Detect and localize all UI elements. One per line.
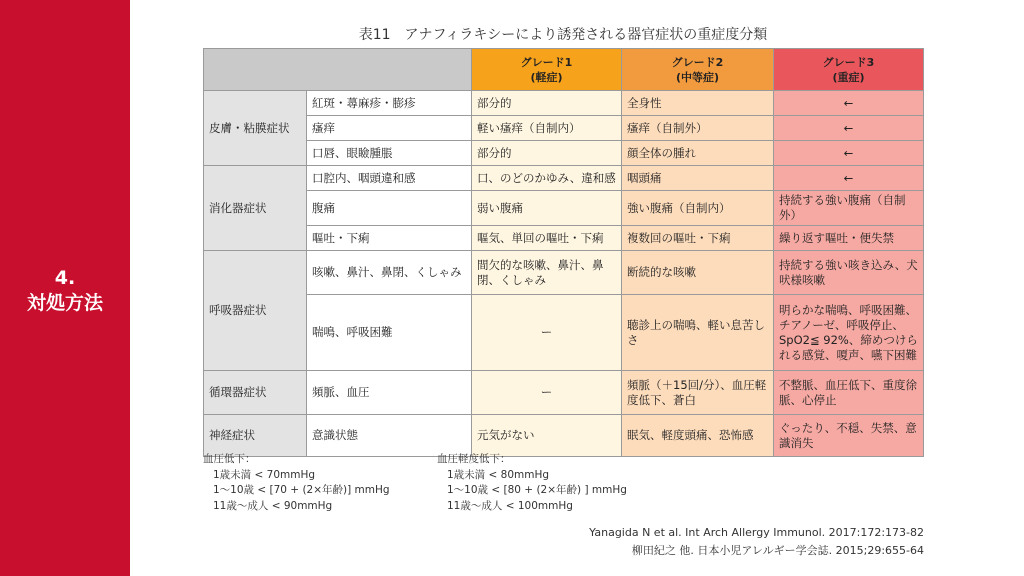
grade2-cell: 瘙痒（自制外） (622, 116, 774, 141)
symptom-cell: 咳嗽、鼻汁、鼻閉、くしゃみ (307, 251, 472, 295)
grade1-cell: 嘔気、単回の嘔吐・下痢 (472, 226, 622, 251)
grade2-cell: 眠気、軽度頭痛、恐怖感 (622, 415, 774, 457)
grade2-cell: 全身性 (622, 91, 774, 116)
symptom-cell: 瘙痒 (307, 116, 472, 141)
category-cell: 皮膚・粘膜症状 (204, 91, 307, 166)
symptom-cell: 嘔吐・下痢 (307, 226, 472, 251)
table-row (204, 371, 924, 415)
note-item: 1～10歳 < [80 + (2×年齢) ] mmHg (447, 484, 627, 496)
grade1-cell: 元気がない (472, 415, 622, 457)
grade2-cell: 咽頭痛 (622, 166, 774, 191)
grade1-cell: 弱い腹痛 (472, 191, 622, 226)
symptom-cell: 意識状態 (307, 415, 472, 457)
table-row (204, 166, 924, 191)
note-item: 11歳～成人 < 90mmHg (213, 499, 333, 512)
grade3-cell: 持続する強い咳き込み、犬吠様咳嗽 (774, 251, 924, 295)
grade1-cell: 部分的 (472, 141, 622, 166)
note-item: 1歳未満 < 70mmHg (213, 468, 316, 481)
grade2-cell: 頻脈（＋15回/分）、血圧軽度低下、蒼白 (622, 371, 774, 415)
category-cell: 循環器症状 (204, 371, 307, 415)
table-row (204, 415, 924, 457)
symptom-cell: 腹痛 (307, 191, 472, 226)
table-row (204, 116, 924, 141)
table-row (204, 191, 924, 226)
note-item: 1歳未満 < 80mmHg (447, 468, 550, 481)
grade2-cell: 断続的な咳嗽 (622, 251, 774, 295)
grade2-cell: 聴診上の喘鳴、軽い息苦しさ (622, 295, 774, 371)
reference-2: 柳田紀之 他. 日本小児アレルギー学会誌. 2015;29:655-64 (631, 544, 924, 557)
grade3-cell: ← (774, 116, 924, 141)
table-row (204, 91, 924, 116)
grade1-cell: 間欠的な咳嗽、鼻汁、鼻閉、くしゃみ (472, 251, 622, 295)
grade3-cell: 持続する強い腹痛（自制外） (774, 191, 924, 226)
grade3-cell: ← (774, 166, 924, 191)
section-label (0, 266, 130, 316)
bp-mild-low-notes (437, 452, 627, 514)
note-item: 11歳～成人 < 100mmHg (447, 499, 573, 512)
symptom-cell: 頻脈、血圧 (307, 371, 472, 415)
grade3-cell: ← (774, 91, 924, 116)
note-item: 1～10歳 < [70 + (2×年齢)] mmHg (213, 484, 390, 496)
symptom-cell: 喘鳴、呼吸困難 (307, 295, 472, 371)
symptom-cell: 口唇、眼瞼腫脹 (307, 141, 472, 166)
grade3-cell: 不整脈、血圧低下、重度徐脈、心停止 (774, 371, 924, 415)
grade3-cell: ← (774, 141, 924, 166)
grade1-cell: 軽い瘙痒（自制内） (472, 116, 622, 141)
table-row (204, 295, 924, 371)
table-title: 表11 アナフィラキシーにより誘発される器官症状の重症度分類 (358, 27, 768, 43)
category-cell: 消化器症状 (204, 166, 307, 251)
table-row (204, 251, 924, 295)
header-blank (204, 49, 472, 91)
category-cell: 神経症状 (204, 415, 307, 457)
grade1-cell: 部分的 (472, 91, 622, 116)
grade2-cell: 強い腹痛（自制内） (622, 191, 774, 226)
header-grade2: グレード2 (中等症) (622, 49, 774, 91)
header-grade1: グレード1 (軽症) (472, 49, 622, 91)
grade2-cell: 顔全体の腫れ (622, 141, 774, 166)
symptom-cell: 口腔内、咽頭違和感 (307, 166, 472, 191)
table-row (204, 226, 924, 251)
header-row (204, 49, 924, 91)
grade1-cell: ー (472, 371, 622, 415)
category-cell: 呼吸器症状 (204, 251, 307, 371)
grade3-cell: ぐったり、不穏、失禁、意識消失 (774, 415, 924, 457)
header-grade3: グレード3 (重症) (774, 49, 924, 91)
grade2-cell: 複数回の嘔吐・下痢 (622, 226, 774, 251)
grade1-cell: ー (472, 295, 622, 371)
notes-title: 血圧軽度低下： (437, 453, 511, 465)
symptom-cell: 紅斑・蕁麻疹・膨疹 (307, 91, 472, 116)
grade3-cell: 明らかな喘鳴、呼吸困難、チアノーゼ、呼吸停止、SpO2≦ 92%、締めつけられる感覚、嗄声、嚥下困難 (774, 295, 924, 371)
bp-low-notes (203, 452, 390, 514)
notes-title: 血圧低下： (203, 453, 256, 465)
severity-table (203, 48, 924, 457)
section-title: 対処方法 (26, 292, 103, 314)
section-number: 4. (54, 267, 76, 289)
grade1-cell: 口、のどのかゆみ、違和感 (472, 166, 622, 191)
reference-1: Yanagida N et al. Int Arch Allergy Immunol. 2017:172:173-82 (589, 526, 924, 539)
table-row (204, 141, 924, 166)
grade3-cell: 繰り返す嘔吐・便失禁 (774, 226, 924, 251)
